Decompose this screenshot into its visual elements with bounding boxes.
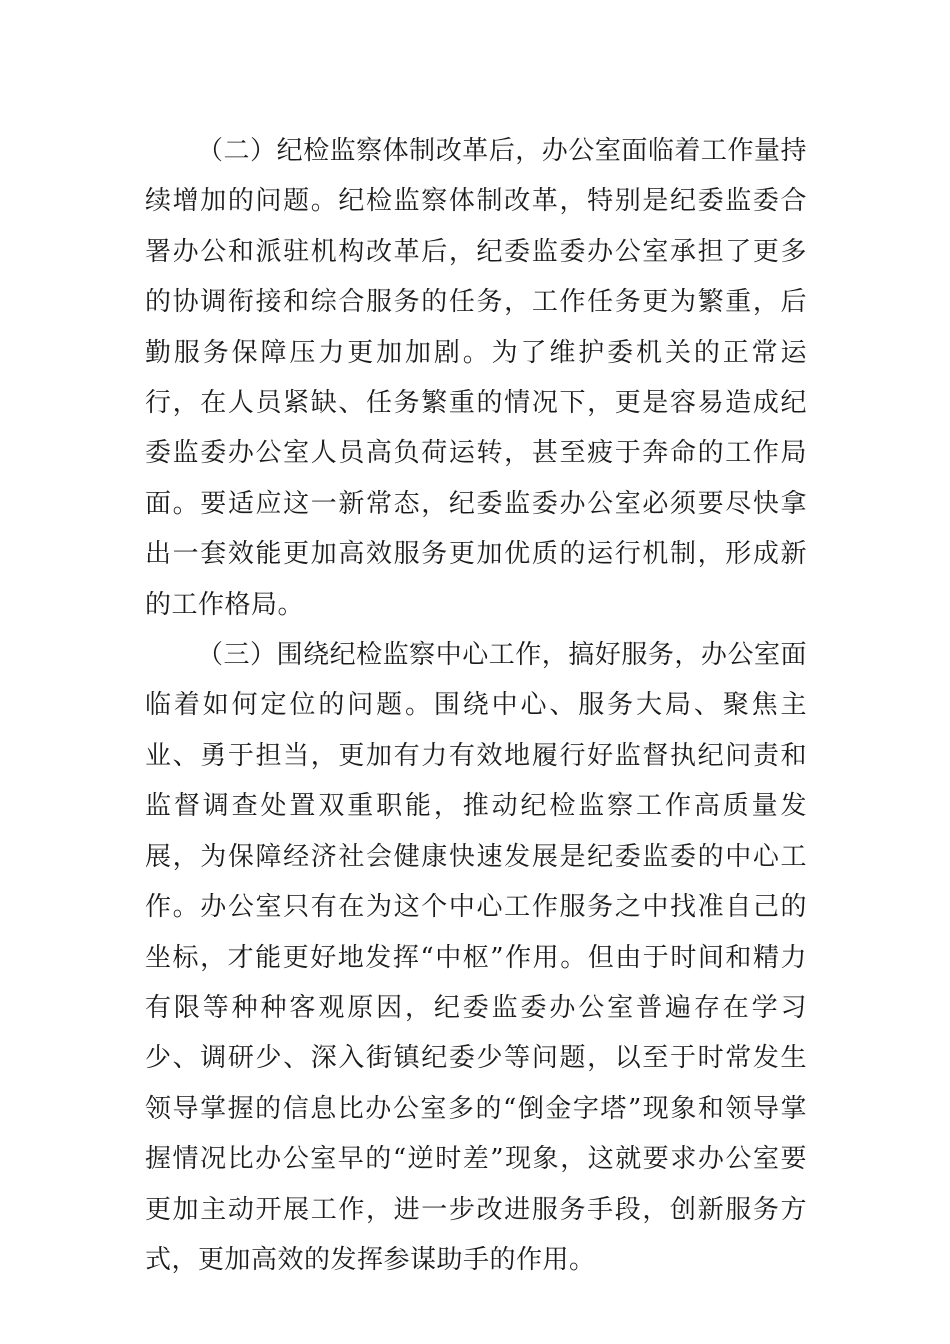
document-body — [145, 126, 807, 1285]
paragraph-three: （三）围绕纪检监察中心工作，搞好服务，办公室面临着如何定位的问题。围绕中心、服务大局、聚焦主业、勇于担当，更加有力有效地履行好监督执纪问责和监督调查处置双重职能，推动纪检监察工作高质量发展，为保障经济社会健康快速发展是纪委监委的中心工作。办公室只有在为这个中心工作服务之中找准自己的坐标，才能更好地发挥“中枢”作用。但由于时间和精力有限等种种客观原因，纪委监委办公室普遍存在学习少、调研少、深入街镇纪委少等问题，以至于时常发生领导掌握的信息比办公室多的“倒金字塔”现象和领导掌握情况比办公室早的“逆时差”现象，这就要求办公室要更加主动开展工作，进一步改进服务手段，创新服务方式，更加高效的发挥参谋助手的作用。 — [145, 640, 807, 1275]
paragraph-two: （二）纪检监察体制改革后，办公室面临着工作量持续增加的问题。纪检监察体制改革，特别是纪委监委合署办公和派驻机构改革后，纪委监委办公室承担了更多的协调衔接和综合服务的任务，工作任务更为繁重，后勤服务保障压力更加加剧。为了维护委机关的正常运行，在人员紧缺、任务繁重的情况下，更是容易造成纪委监委办公室人员高负荷运转，甚至疲于奔命的工作局面。要适应这一新常态，纪委监委办公室必须要尽快拿出一套效能更加高效服务更加优质的运行机制，形成新的工作格局。 — [145, 136, 807, 620]
